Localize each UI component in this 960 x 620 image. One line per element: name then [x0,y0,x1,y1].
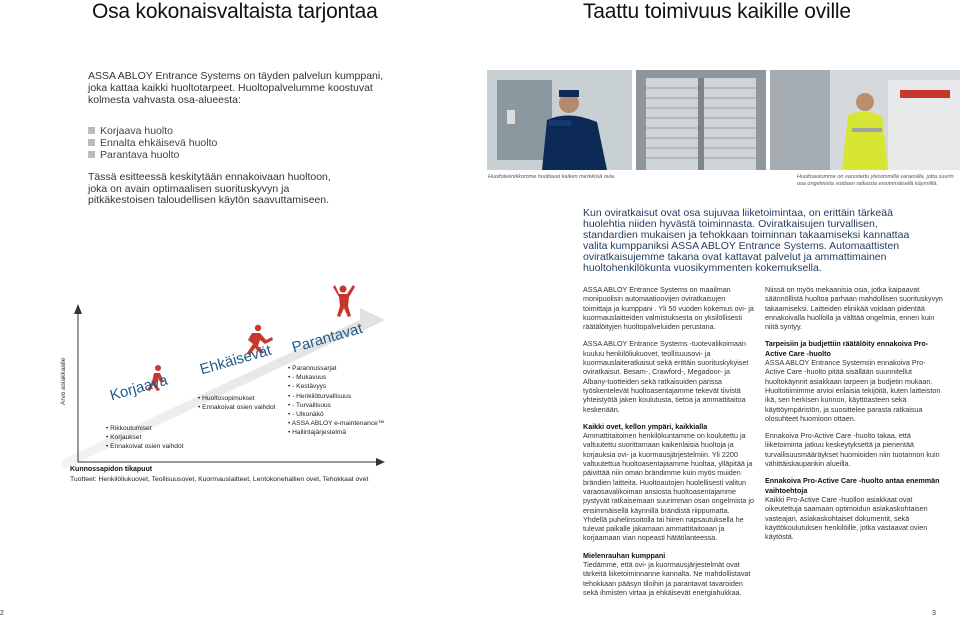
technician-photo [487,70,632,170]
paragraph: Ennakoiva Pro-Active Care -huolto takaa, että liiketoiminta jatkuu keskeytyksettä ja pienentää turvallisuusmääräykset huomioiden niin tuotannon kuin vähittäiskaupankin alueilla. [765,431,940,469]
left-page-title: Osa kokonaisvaltaista tarjontaa [92,0,378,23]
subheading: Kaikki ovet, kellon ympäri, kaikkialla [583,421,708,431]
paragraph: ASSA ABLOY Entrance Systems on maailman monipuolisin automaatioovijen oviratkaisujen toimittaja ja kumppani . Yli 50 vuoden kokemus ovi- ja kuormauslaitteiden valmistuksesta on yksilöllisesti räätälöityjen huoltopalveluiden perustana. [583,285,754,332]
stage-corrective-items [106,424,183,452]
subheading: Mielenrauhan kumppani [583,550,666,560]
paragraph: Tiedämme, että ovi- ja kuormausjärjestelmät ovat tärkeitä liiketoiminnanne kannalta. Ne mahdollistavat tehokkaan pääsyn tiloihin ja parantavat tavaroiden sekä ihmisten virtaa ja ehkäisevät energiahukkaa. [583,560,751,597]
stage-item: • Rikkoutumiset [106,424,183,433]
stage-item: • ASSA ABLOY e-maintenance™ [288,419,384,428]
stage-item: • Huoltosopimukset [198,394,275,403]
service-van-photo [770,70,960,170]
stage-item: • Ennakoivat osien vaihdot [106,442,183,451]
stage-item: • Ennakoivat osien vaihdot [198,403,275,412]
x-axis-arrowhead [376,458,385,466]
paragraph: Kaikki Pro-Active Care -huollon asiakkaat ovat oikeutettuja saamaan optimoidun asiakaskohtaisen vasteajan, asiakaskohtaiset dokumentit, sekä käyttökoulutuksen henkilöille, jotka vastaavat ovien käytöstä. [765,494,928,542]
stage-item: • Hallintajärjestelmä [288,428,384,437]
stage-preventive-label: Ehkäisevät [198,341,274,379]
stage-subitem: • - Turvallisuus [288,401,384,410]
page-number-right: 3 [932,610,936,617]
paragraph: Niissä on myös mekaanisia osia, jotka kaipaavat säännöllistä huoltoa parhaan mahdollisen suorituskyvyn takaamiseksi. Laitteiden elinikää voidaan pidentää ennakoivalla huollolla ja välttää ongelmia, ennen kuin niitä syntyy. [765,285,943,332]
service-van-illustration [770,70,960,170]
stage-subitem: • - Mukavuus [288,373,384,382]
stage-subitem: • - Ulkonäkö [288,410,384,419]
y-axis-arrowhead [74,304,82,314]
subheading: Tarpeisiin ja budjettiin räätälöity ennakoiva Pro-Active Care -huolto [765,339,929,358]
stage-subitem: • - Kestävyys [288,382,384,391]
service-area-item: Parantava huolto [88,149,217,161]
stage-item: • Parannussarjat [288,364,384,373]
subheading: Ennakoiva Pro-Active Care -huolto antaa enemmän vaihtoehtoja [765,476,940,495]
service-area-item: Ennalta ehkäisevä huolto [88,137,217,149]
service-area-item: Korjaava huolto [88,125,217,137]
paragraph: ASSA ABLOY Entrance Systems -tuotevalikoimaan kuuluu henkilöliukuovet, teollisuusovi- ja kuormauslaiteratkaisut sekä erittäin suorituskykyiset oviratkaisut. Besam-, Crawford-, Megadoor- ja Albany-tuotteiden sekä ratkaisuiden parissa työskentelevät huoltoasentajamme tekevät tiivistä yhteistyötä jaken koulutusta, tietoa ja ammattitaitoa keskenään. [583,339,749,414]
service-area-list [88,125,217,161]
high-speed-door-illustration [636,70,766,170]
intro-text: ASSA ABLOY Entrance Systems on täyden palvelun kumppani, joka kattaa kaikki huoltotarpeet. Huoltopalvelumme koostuvat kolmesta vahvasta osa-alueesta: [88,70,384,106]
stage-subitem: • - Henkilöturvallisuus [288,392,384,401]
stage-corrective-label: Korjaava [108,371,170,405]
paragraph: ASSA ABLOY Entrance Systemsin ennakoiva Pro-Active Care -huolto pitää sisällään suunnitellut huoltokäynnit asiakkaan tarpeen ja budjetin mukaan. Huoltotiimimme arvioi erilaisia tekijöitä, kuten laitteiston ikä, sen herkisen kunnon, käyttöasteen sekä käyttöympäristön, ja suosittelee parasta ratkaisua olosuhteet huomioon ottaen. [765,358,941,423]
photo-caption-right: Huoltoautomme on varustettu yleisimmillä varaosilla, jotta suurin osa ongelmista voidaan ratkaista ensimmäisellä käynnillä. [797,174,954,187]
focus-description: Tässä esitteessä keskitytään ennakoivaan huoltoon, joka on avain optimaalisen suorituskyvyn ja pitkäkestoisen taloudellisen käytön saavuttamiseen. [88,171,331,206]
lead-paragraph: Kun oviratkaisut ovat osa sujuvaa liiketoimintaa, on erittäin tärkeää huolehtia niiden hyvästä toiminnasta. Oviratkaisujen turvallisen, standardien mukaisen ja tehokkaan toiminnan takaamiseksi kannattaa valita kumppaniksi ASSA ABLOY Entrance Systems. Automaattisten oviratkaisujemme takana ovat kattavat palvelut ja ammattimainen huoltohenkilökunta vuosikymmenten kokemuksella. [583,207,910,274]
ladder-products: Tuotteet: Henkilöliukuovet, Teollisuusovet, Kuormauslaitteet, Lentokonehallien ovet, Tehokkaat ovet [70,476,369,483]
stage-preventive-items [198,394,275,412]
door-photo [636,70,766,170]
stage-improving-items [288,364,384,438]
paragraph: Ammattitaitoinen henkilökuntamme on koulutettu ja valtuutettu suorittamaan kaikenlaisia huoltoja ja korjauksia ovi- ja kuormausjärjestelmiin. Yli 2200 valtuutettua huoltoasentajaamme huoltaa, ylläpitää ja päivittää niin oman brändimme kuin myös muiden brändien laitteita. Huoltoautojen huolellisesti valitun varaosavalikoiman ansiosta huoltoasentajamme pystyvät ratkaisemaan suurimman osan ongelmista jo ensimmäisellä käynnillä brändistä riippumatta. Yhdellä puhelinsoitolla tai hiiren napsautuksella he tulevat paikalle jakamaan ammattitaitoaan ja korjaamaan vian nopeasti hätätilanteessa. [583,431,754,543]
stage-improving-label: Parantavat [290,320,365,357]
y-axis-label: Arvo asiakkaalle [60,357,67,405]
text-column-1 [583,285,755,605]
stage-item: • Korjaukset [106,433,183,442]
right-page-title: Taattu toimivuus kaikille oville [583,0,851,23]
ladder-title: Kunnossapidon tikapuut [70,466,153,473]
text-column-2 [765,285,945,549]
page-number-left: 2 [0,610,4,617]
winner-person-icon [330,284,356,318]
technician-illustration [487,70,632,170]
photo-caption-left: Huoltoteknikkomme huoltavat kaiken merkkisiä ovia. [488,174,616,180]
maintenance-ladder-diagram [60,300,385,490]
